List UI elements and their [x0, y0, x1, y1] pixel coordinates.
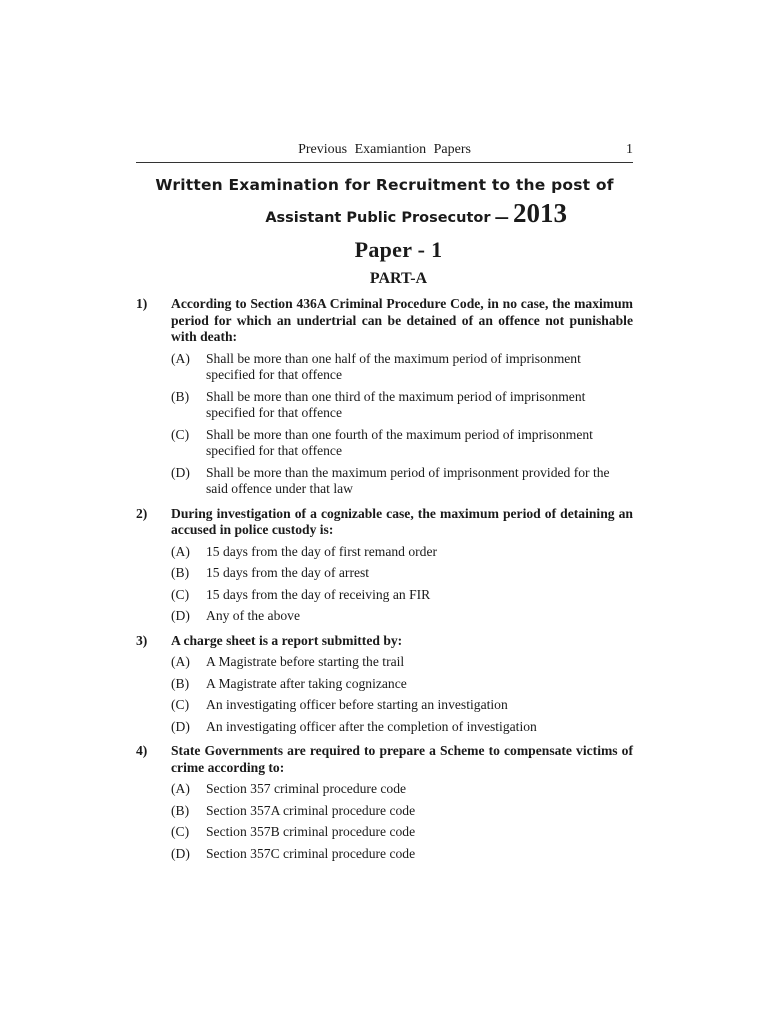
post-name: Assistant Public Prosecutor: [265, 210, 491, 226]
question-number: 4): [136, 743, 148, 758]
answer-option: [136, 676, 633, 693]
answer-option: [136, 544, 633, 561]
question-number: 2): [136, 505, 148, 521]
option-label: (B): [171, 565, 190, 580]
page-number: 1: [626, 142, 633, 157]
option-text: A Magistrate after taking cognizance: [206, 675, 407, 691]
answer-option: [136, 719, 633, 736]
title-dash: —: [494, 210, 509, 226]
option-label: (B): [171, 675, 190, 691]
option-text: Section 357 criminal procedure code: [206, 781, 407, 796]
option-text: Section 357A criminal procedure code: [206, 802, 416, 818]
question: [136, 296, 633, 498]
option-text: A Magistrate before starting the trail: [206, 654, 405, 669]
exam-title-line-1: Written Examination for Recruitment to the post of: [155, 176, 614, 194]
option-text: Shall be more than one fourth of the maximum period of imprisonment specified for that offence: [206, 426, 593, 458]
question-stem: [136, 506, 633, 539]
option-text: Section 357B criminal procedure code: [206, 824, 416, 839]
option-label: (D): [171, 718, 190, 734]
running-header: [136, 140, 633, 163]
option-text: Shall be more than one third of the maximum period of imprisonment specified for that offence: [206, 388, 586, 420]
answer-option: [136, 389, 633, 422]
answer-option: [136, 351, 633, 384]
option-label: (A): [171, 654, 190, 669]
question-text: According to Section 436A Criminal Procedure Code, in no case, the maximum period for which an undertrial can be detained of an offence not punishable with death:: [171, 296, 633, 344]
option-text: An investigating officer after the completion of investigation: [206, 718, 537, 734]
question-stem: [136, 296, 633, 346]
option-text: Shall be more than one half of the maximum period of imprisonment specified for that offence: [206, 350, 581, 382]
exam-title-line-2: [136, 198, 633, 229]
option-label: (D): [171, 608, 190, 623]
option-text: An investigating officer before starting an investigation: [206, 697, 508, 712]
option-text: 15 days from the day of receiving an FIR: [206, 586, 431, 602]
option-label: (A): [171, 781, 190, 796]
question-number: 3): [136, 632, 148, 648]
question-stem: [136, 743, 633, 776]
question: [136, 743, 633, 862]
option-text: Shall be more than the maximum period of imprisonment provided for the said offence under that law: [206, 464, 610, 496]
answer-option: [136, 803, 633, 820]
question: [136, 633, 633, 736]
answer-option: [136, 427, 633, 460]
option-label: (B): [171, 802, 190, 818]
answer-option: [136, 565, 633, 582]
option-label: (A): [171, 543, 190, 559]
question-stem: [136, 633, 633, 650]
option-label: (C): [171, 697, 190, 712]
option-label: (B): [171, 388, 190, 404]
exam-page: [136, 140, 633, 862]
answer-option: [136, 608, 633, 625]
question-number: 1): [136, 296, 148, 311]
question-text: During investigation of a cognizable case, the maximum period of detaining an accused in police custody is:: [171, 505, 633, 537]
option-text: Any of the above: [206, 608, 300, 623]
paper-title: Paper - 1: [354, 237, 443, 262]
option-text: 15 days from the day of first remand order: [206, 543, 438, 559]
answer-option: [136, 587, 633, 604]
answer-option: [136, 465, 633, 498]
question-text: State Governments are required to prepare a Scheme to compensate victims of crime according to:: [171, 743, 633, 775]
question-list: [136, 296, 633, 862]
exam-year: 2013: [513, 198, 567, 228]
option-label: (C): [171, 586, 190, 602]
option-text: 15 days from the day of arrest: [206, 565, 370, 580]
answer-option: [136, 697, 633, 714]
part-title: PART-A: [369, 270, 428, 287]
option-label: (D): [171, 464, 190, 480]
running-title: Previous Examiantion Papers: [298, 142, 471, 157]
option-label: (C): [171, 824, 190, 839]
option-label: (A): [171, 350, 190, 366]
option-label: (D): [171, 845, 190, 861]
answer-option: [136, 846, 633, 863]
answer-option: [136, 654, 633, 671]
option-label: (C): [171, 426, 190, 442]
answer-option: [136, 781, 633, 798]
option-text: Section 357C criminal procedure code: [206, 845, 416, 861]
question: [136, 506, 633, 625]
answer-option: [136, 824, 633, 841]
question-text: A charge sheet is a report submitted by:: [171, 632, 403, 648]
